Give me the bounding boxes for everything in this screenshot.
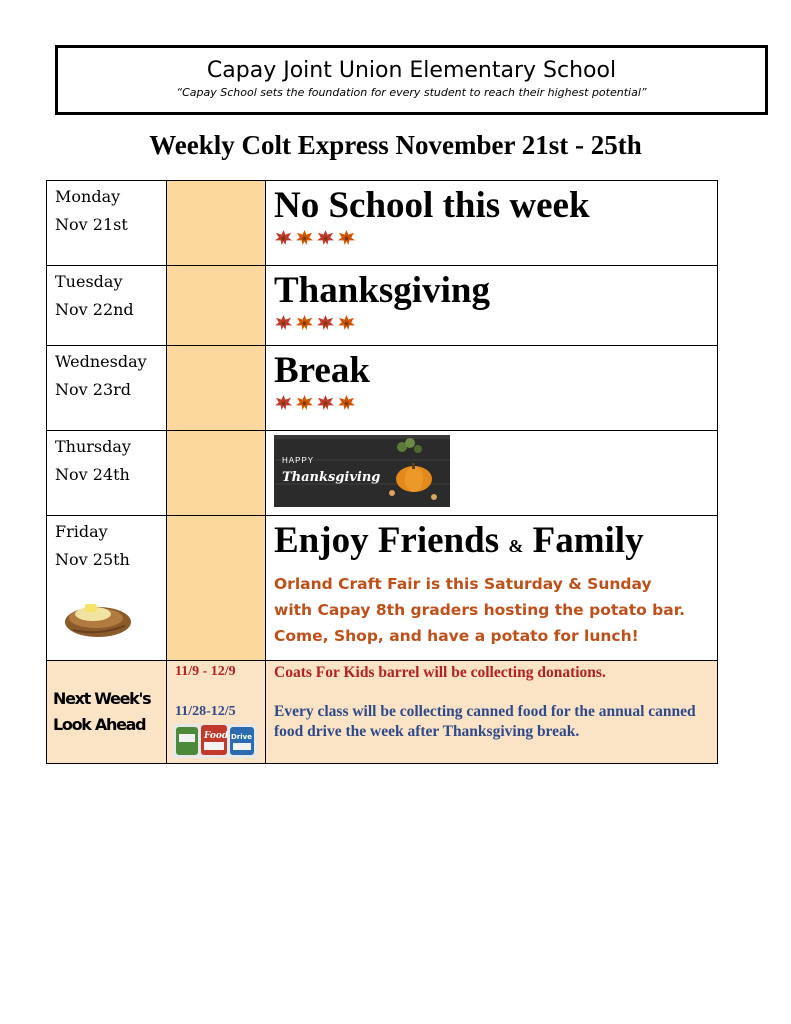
look-ahead-events-cell	[266, 661, 718, 764]
day-content: Thanksgiving	[274, 270, 490, 311]
day-content	[274, 518, 717, 569]
event-date: 11/9 - 12/9	[175, 664, 236, 679]
day-date: Nov 24th	[55, 465, 130, 484]
day-name: Thursday	[55, 437, 131, 456]
content-part-1: Enjoy Friends	[274, 520, 500, 561]
look-ahead-label-cell	[47, 661, 167, 764]
look-ahead-label	[53, 686, 166, 738]
day-name: Wednesday	[55, 352, 147, 371]
accent-cell	[167, 266, 266, 346]
day-cell	[47, 346, 167, 431]
day-date: Nov 23rd	[55, 380, 132, 399]
look-ahead-label-line: Next Week's	[53, 689, 151, 708]
day-name: Monday	[55, 187, 121, 206]
event-canned-food-drive: Every class will be collecting canned food for the annual canned food drive the week after Thanksgiving break.	[274, 703, 696, 740]
table-row-friday	[47, 516, 718, 661]
accent-cell	[167, 181, 266, 266]
food-drive-word-drive: Drive	[231, 733, 252, 741]
fall-leaves-icon	[274, 394, 717, 411]
day-cell	[47, 266, 167, 346]
event-coats-for-kids: Coats For Kids barrel will be collecting donations.	[274, 664, 606, 681]
day-cell	[47, 181, 167, 266]
note-line: Come, Shop, and have a potato for lunch!	[274, 627, 639, 645]
food-drive-image	[173, 724, 257, 758]
content-cell	[266, 431, 718, 516]
fall-leaves-icon	[274, 229, 717, 246]
weekly-schedule-table	[46, 180, 718, 764]
page-title: Weekly Colt Express November 21st - 25th	[149, 130, 642, 160]
baked-potato-icon	[63, 592, 133, 640]
table-row-tuesday	[47, 266, 718, 346]
table-row-thursday	[47, 431, 718, 516]
content-ampersand: &	[508, 536, 524, 556]
image-happy-text: HAPPY	[282, 456, 315, 465]
event-date: 11/28-12/5	[175, 704, 236, 719]
school-header	[55, 45, 768, 115]
day-cell	[47, 431, 167, 516]
day-name: Friday	[55, 522, 108, 541]
table-row-monday	[47, 181, 718, 266]
day-date: Nov 21st	[55, 215, 128, 234]
accent-cell	[167, 431, 266, 516]
content-cell	[266, 516, 718, 661]
school-motto: “Capay School sets the foundation for every student to reach their highest potential”	[176, 86, 647, 99]
content-cell	[266, 181, 718, 266]
day-cell	[47, 516, 167, 661]
accent-cell	[167, 346, 266, 431]
day-name: Tuesday	[55, 272, 123, 291]
note-line: with Capay 8th graders hosting the potato bar.	[274, 601, 686, 619]
day-date: Nov 25th	[55, 550, 130, 569]
fall-leaves-icon	[274, 314, 717, 331]
look-ahead-dates-cell	[167, 661, 266, 764]
image-thanksgiving-text: Thanksgiving	[282, 470, 381, 485]
food-drive-word-food: Food	[204, 731, 229, 741]
school-name: Capay Joint Union Elementary School	[206, 58, 617, 83]
note-line: Orland Craft Fair is this Saturday & Sunday	[274, 575, 652, 593]
look-ahead-label-line: Look Ahead	[53, 715, 146, 734]
happy-thanksgiving-image	[274, 435, 450, 507]
content-cell	[266, 346, 718, 431]
accent-cell	[167, 516, 266, 661]
content-part-2: Family	[532, 520, 644, 561]
table-row-wednesday	[47, 346, 718, 431]
day-date: Nov 22nd	[55, 300, 134, 319]
content-cell	[266, 266, 718, 346]
table-row-look-ahead	[47, 661, 718, 764]
day-content: Break	[274, 350, 370, 391]
day-content: No School this week	[274, 185, 590, 226]
craft-fair-note	[274, 571, 717, 649]
